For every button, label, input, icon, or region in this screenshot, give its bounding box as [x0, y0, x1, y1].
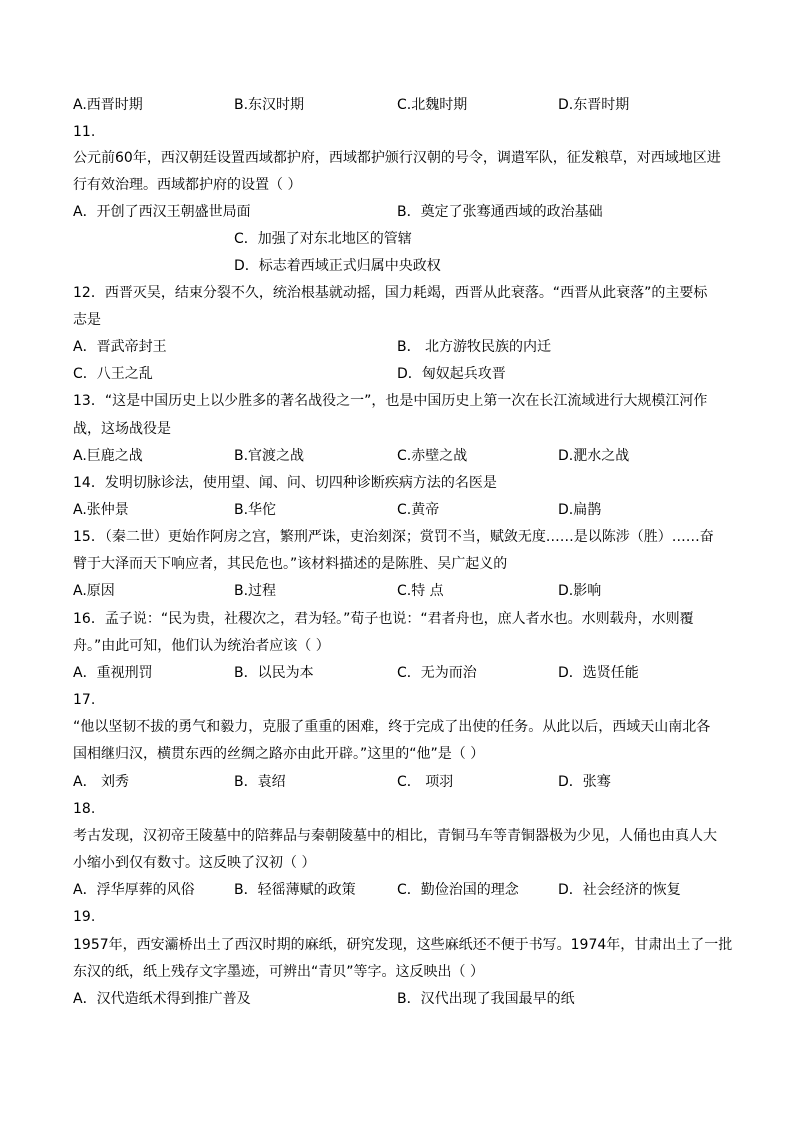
- q12-option-a[interactable]: A．晋武帝封王: [73, 339, 167, 355]
- q12-stem-line1: 12．西晋灭吴，结束分裂不久，统治根基就动摇，国力耗竭，西晋从此衰落。“西晋从此衰落”的主要标: [73, 285, 708, 301]
- q15-stem-line1: 15．（秦二世）更始作阿房之宫，繁刑严诛，吏治刻深；赏罚不当，赋敛无度……是以陈涉（胜）……奋: [73, 529, 714, 545]
- q18-stem-line1: 考古发现，汉初帝王陵墓中的陪葬品与秦朝陵墓中的相比，青铜马车等青铜器极为少见，人俑也由真人大: [73, 828, 717, 844]
- q11-option-a[interactable]: A．开创了西汉王朝盛世局面: [73, 204, 251, 220]
- q13-stem-line1: 13．“这是中国历史上以少胜多的著名战役之一”，也是中国历史上第一次在长江流域进行大规模江河作: [73, 393, 708, 409]
- q14-stem-line1: 14．发明切脉诊法，使用望、闻、问、切四种诊断疾病方法的名医是: [73, 475, 497, 491]
- q13-option-d[interactable]: D.淝水之战: [558, 448, 630, 464]
- q15-option-b[interactable]: B.过程: [234, 583, 277, 599]
- q13-option-c[interactable]: C.赤壁之战: [397, 448, 468, 464]
- q16-option-c[interactable]: C．无为而治: [397, 665, 477, 681]
- q14-option-b[interactable]: B.华佗: [234, 502, 277, 518]
- q17-option-d[interactable]: D．张骞: [558, 774, 611, 790]
- q13-option-b[interactable]: B.官渡之战: [234, 448, 305, 464]
- q17-option-b[interactable]: B．袁绍: [234, 774, 286, 790]
- q13-stem-line2: 战，这场战役是: [73, 421, 171, 437]
- q12-option-b[interactable]: B． 北方游牧民族的内迁: [397, 339, 552, 355]
- q10-option-a[interactable]: A.西晋时期: [73, 97, 143, 113]
- q19-stem-line2: 东汉的纸，纸上残存文字墨迹，可辨出“青贝”等字。这反映出（ ）: [73, 964, 484, 980]
- q16-option-b[interactable]: B．以民为本: [234, 665, 314, 681]
- q10-option-d[interactable]: D.东晋时期: [558, 97, 630, 113]
- q16-stem-line2: 舟。”由此可知，他们认为统治者应该（ ）: [73, 638, 330, 654]
- q11-option-b[interactable]: B．奠定了张骞通西域的政治基础: [397, 204, 603, 220]
- q18-option-d[interactable]: D．社会经济的恢复: [558, 882, 681, 898]
- q14-option-c[interactable]: C.黄帝: [397, 502, 440, 518]
- q16-option-d[interactable]: D．选贤任能: [558, 665, 639, 681]
- q15-stem-line2: 臂于大泽而天下响应者，其民危也。”该材料描述的是陈胜、吴广起义的: [73, 556, 508, 572]
- q19-option-b[interactable]: B．汉代出现了我国最早的纸: [397, 991, 575, 1007]
- q19-number: 19.: [73, 909, 96, 925]
- q14-option-a[interactable]: A.张仲景: [73, 502, 129, 518]
- q11-option-d[interactable]: D．标志着西域正式归属中央政权: [234, 258, 441, 274]
- q18-option-b[interactable]: B．轻徭薄赋的政策: [234, 882, 356, 898]
- q18-stem-line2: 小缩小到仅有数寸。这反映了汉初（ ）: [73, 855, 316, 871]
- q10-option-b[interactable]: B.东汉时期: [234, 97, 305, 113]
- q18-number: 18.: [73, 801, 96, 817]
- q12-stem-line2: 志是: [73, 312, 101, 328]
- q17-stem-line2: 国相继归汉，横贯东西的丝绸之路亦由此开辟。”这里的“他”是（ ）: [73, 746, 485, 762]
- q19-stem-line1: 1957年，西安灞桥出土了西汉时期的麻纸，研究发现，这些麻纸还不便于书写。1974年，甘肃出土了一批: [73, 937, 733, 953]
- q19-option-a[interactable]: A．汉代造纸术得到推广普及: [73, 991, 251, 1007]
- q11-stem-line1: 公元前60年，西汉朝廷设置西域都护府，西域都护颁行汉朝的号令，调遣军队，征发粮草，对西域地区进: [73, 150, 721, 166]
- q16-option-a[interactable]: A．重视刑罚: [73, 665, 153, 681]
- q11-option-c[interactable]: C．加强了对东北地区的管辖: [234, 231, 412, 247]
- q17-number: 17.: [73, 692, 96, 708]
- q12-option-c[interactable]: C．八王之乱: [73, 366, 153, 382]
- q17-option-a[interactable]: A． 刘秀: [73, 774, 130, 790]
- q11-number: 11.: [73, 124, 96, 140]
- q11-stem-line2: 行有效治理。西域都护府的设置（ ）: [73, 177, 302, 193]
- q10-option-c[interactable]: C.北魏时期: [397, 97, 468, 113]
- q13-option-a[interactable]: A.巨鹿之战: [73, 448, 143, 464]
- q17-stem-line1: “他以坚韧不拔的勇气和毅力，克服了重重的困难，终于完成了出使的任务。从此以后，西域天山南北各: [73, 719, 711, 735]
- q15-option-a[interactable]: A.原因: [73, 583, 115, 599]
- q15-option-d[interactable]: D.影响: [558, 583, 602, 599]
- q18-option-a[interactable]: A．浮华厚葬的风俗: [73, 882, 195, 898]
- q17-option-c[interactable]: C． 项羽: [397, 774, 454, 790]
- q16-stem-line1: 16．孟子说：“民为贵，社稷次之，君为轻。”荀子也说：“君者舟也，庶人者水也。水则载舟，水则覆: [73, 611, 694, 627]
- q15-option-c[interactable]: C.特 点: [397, 583, 444, 599]
- q18-option-c[interactable]: C．勤俭治国的理念: [397, 882, 519, 898]
- q14-option-d[interactable]: D.扁鹊: [558, 502, 602, 518]
- q12-option-d[interactable]: D．匈奴起兵攻晋: [397, 366, 506, 382]
